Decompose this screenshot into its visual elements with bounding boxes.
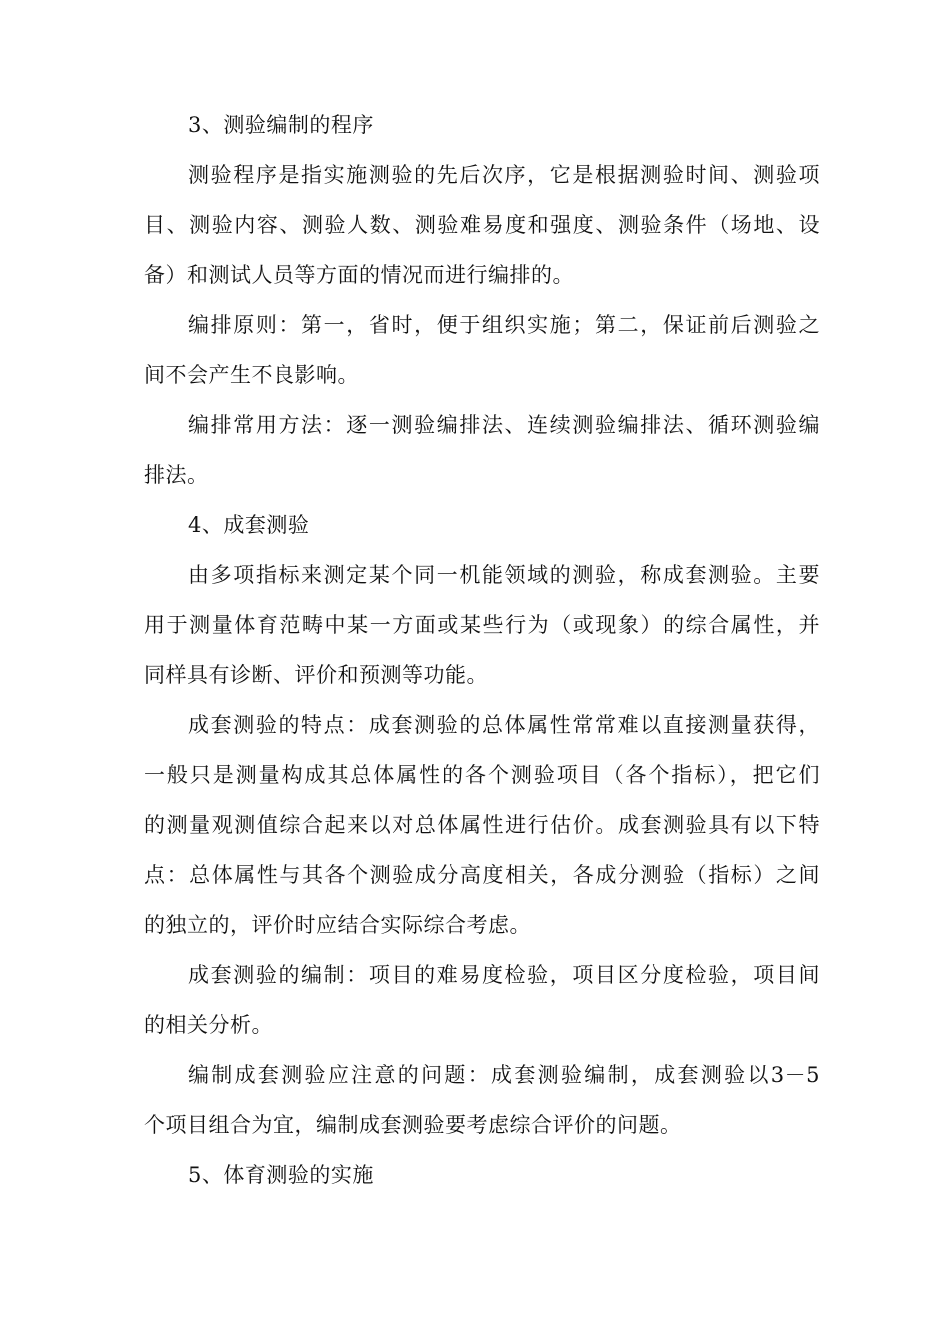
paragraph-test-procedure xyxy=(144,150,820,300)
paragraph-line: 成套测验的特点：成套测验的总体属性常常难以直接测量获得， xyxy=(188,713,820,737)
paragraph-line: 用于测量体育范畴中某一方面或某些行为（或现象）的综合属性，并 xyxy=(144,613,820,637)
paragraph-battery-features xyxy=(144,700,820,950)
paragraph-line: 排法。 xyxy=(144,463,209,487)
section-heading-3: 3、测验编制的程序 xyxy=(188,113,374,137)
paragraph-battery-definition xyxy=(144,550,820,700)
paragraph-line: 同样具有诊断、评价和预测等功能。 xyxy=(144,663,488,687)
paragraph-arrangement-methods xyxy=(144,400,820,500)
paragraph-line: 间不会产生不良影响。 xyxy=(144,363,359,387)
paragraph-line: 备）和测试人员等方面的情况而进行编排的。 xyxy=(144,263,574,287)
paragraph-line: 测验程序是指实施测验的先后次序，它是根据测验时间、测验项 xyxy=(188,163,820,187)
paragraph-arrangement-principles xyxy=(144,300,820,400)
paragraph-line: 的相关分析。 xyxy=(144,1013,273,1037)
paragraph-line: 目、测验内容、测验人数、测验难易度和强度、测验条件（场地、设 xyxy=(144,213,820,237)
paragraph-line: 成套测验的编制：项目的难易度检验，项目区分度检验，项目间 xyxy=(188,963,820,987)
paragraph-line: 个项目组合为宜，编制成套测验要考虑综合评价的问题。 xyxy=(144,1113,682,1137)
paragraph-line: 编排常用方法：逐一测验编排法、连续测验编排法、循环测验编 xyxy=(188,413,820,437)
paragraph-battery-compilation xyxy=(144,950,820,1050)
paragraph-line: 编制成套测验应注意的问题：成套测验编制，成套测验以3－5 xyxy=(188,1063,820,1087)
paragraph-line: 一般只是测量构成其总体属性的各个测验项目（各个指标），把它们 xyxy=(144,763,820,787)
paragraph-compilation-notes xyxy=(144,1050,820,1150)
document-body xyxy=(144,100,820,1200)
section-heading-4: 4、成套测验 xyxy=(188,513,310,537)
paragraph-line: 编排原则：第一，省时，便于组织实施；第二，保证前后测验之 xyxy=(188,313,820,337)
paragraph-line: 的独立的，评价时应结合实际综合考虑。 xyxy=(144,913,531,937)
section-heading-5: 5、体育测验的实施 xyxy=(188,1163,374,1187)
paragraph-line: 的测量观测值综合起来以对总体属性进行估价。成套测验具有以下特 xyxy=(144,813,820,837)
paragraph-line: 点：总体属性与其各个测验成分高度相关，各成分测验（指标）之间 xyxy=(144,863,820,887)
paragraph-line: 由多项指标来测定某个同一机能领域的测验，称成套测验。主要 xyxy=(188,563,820,587)
